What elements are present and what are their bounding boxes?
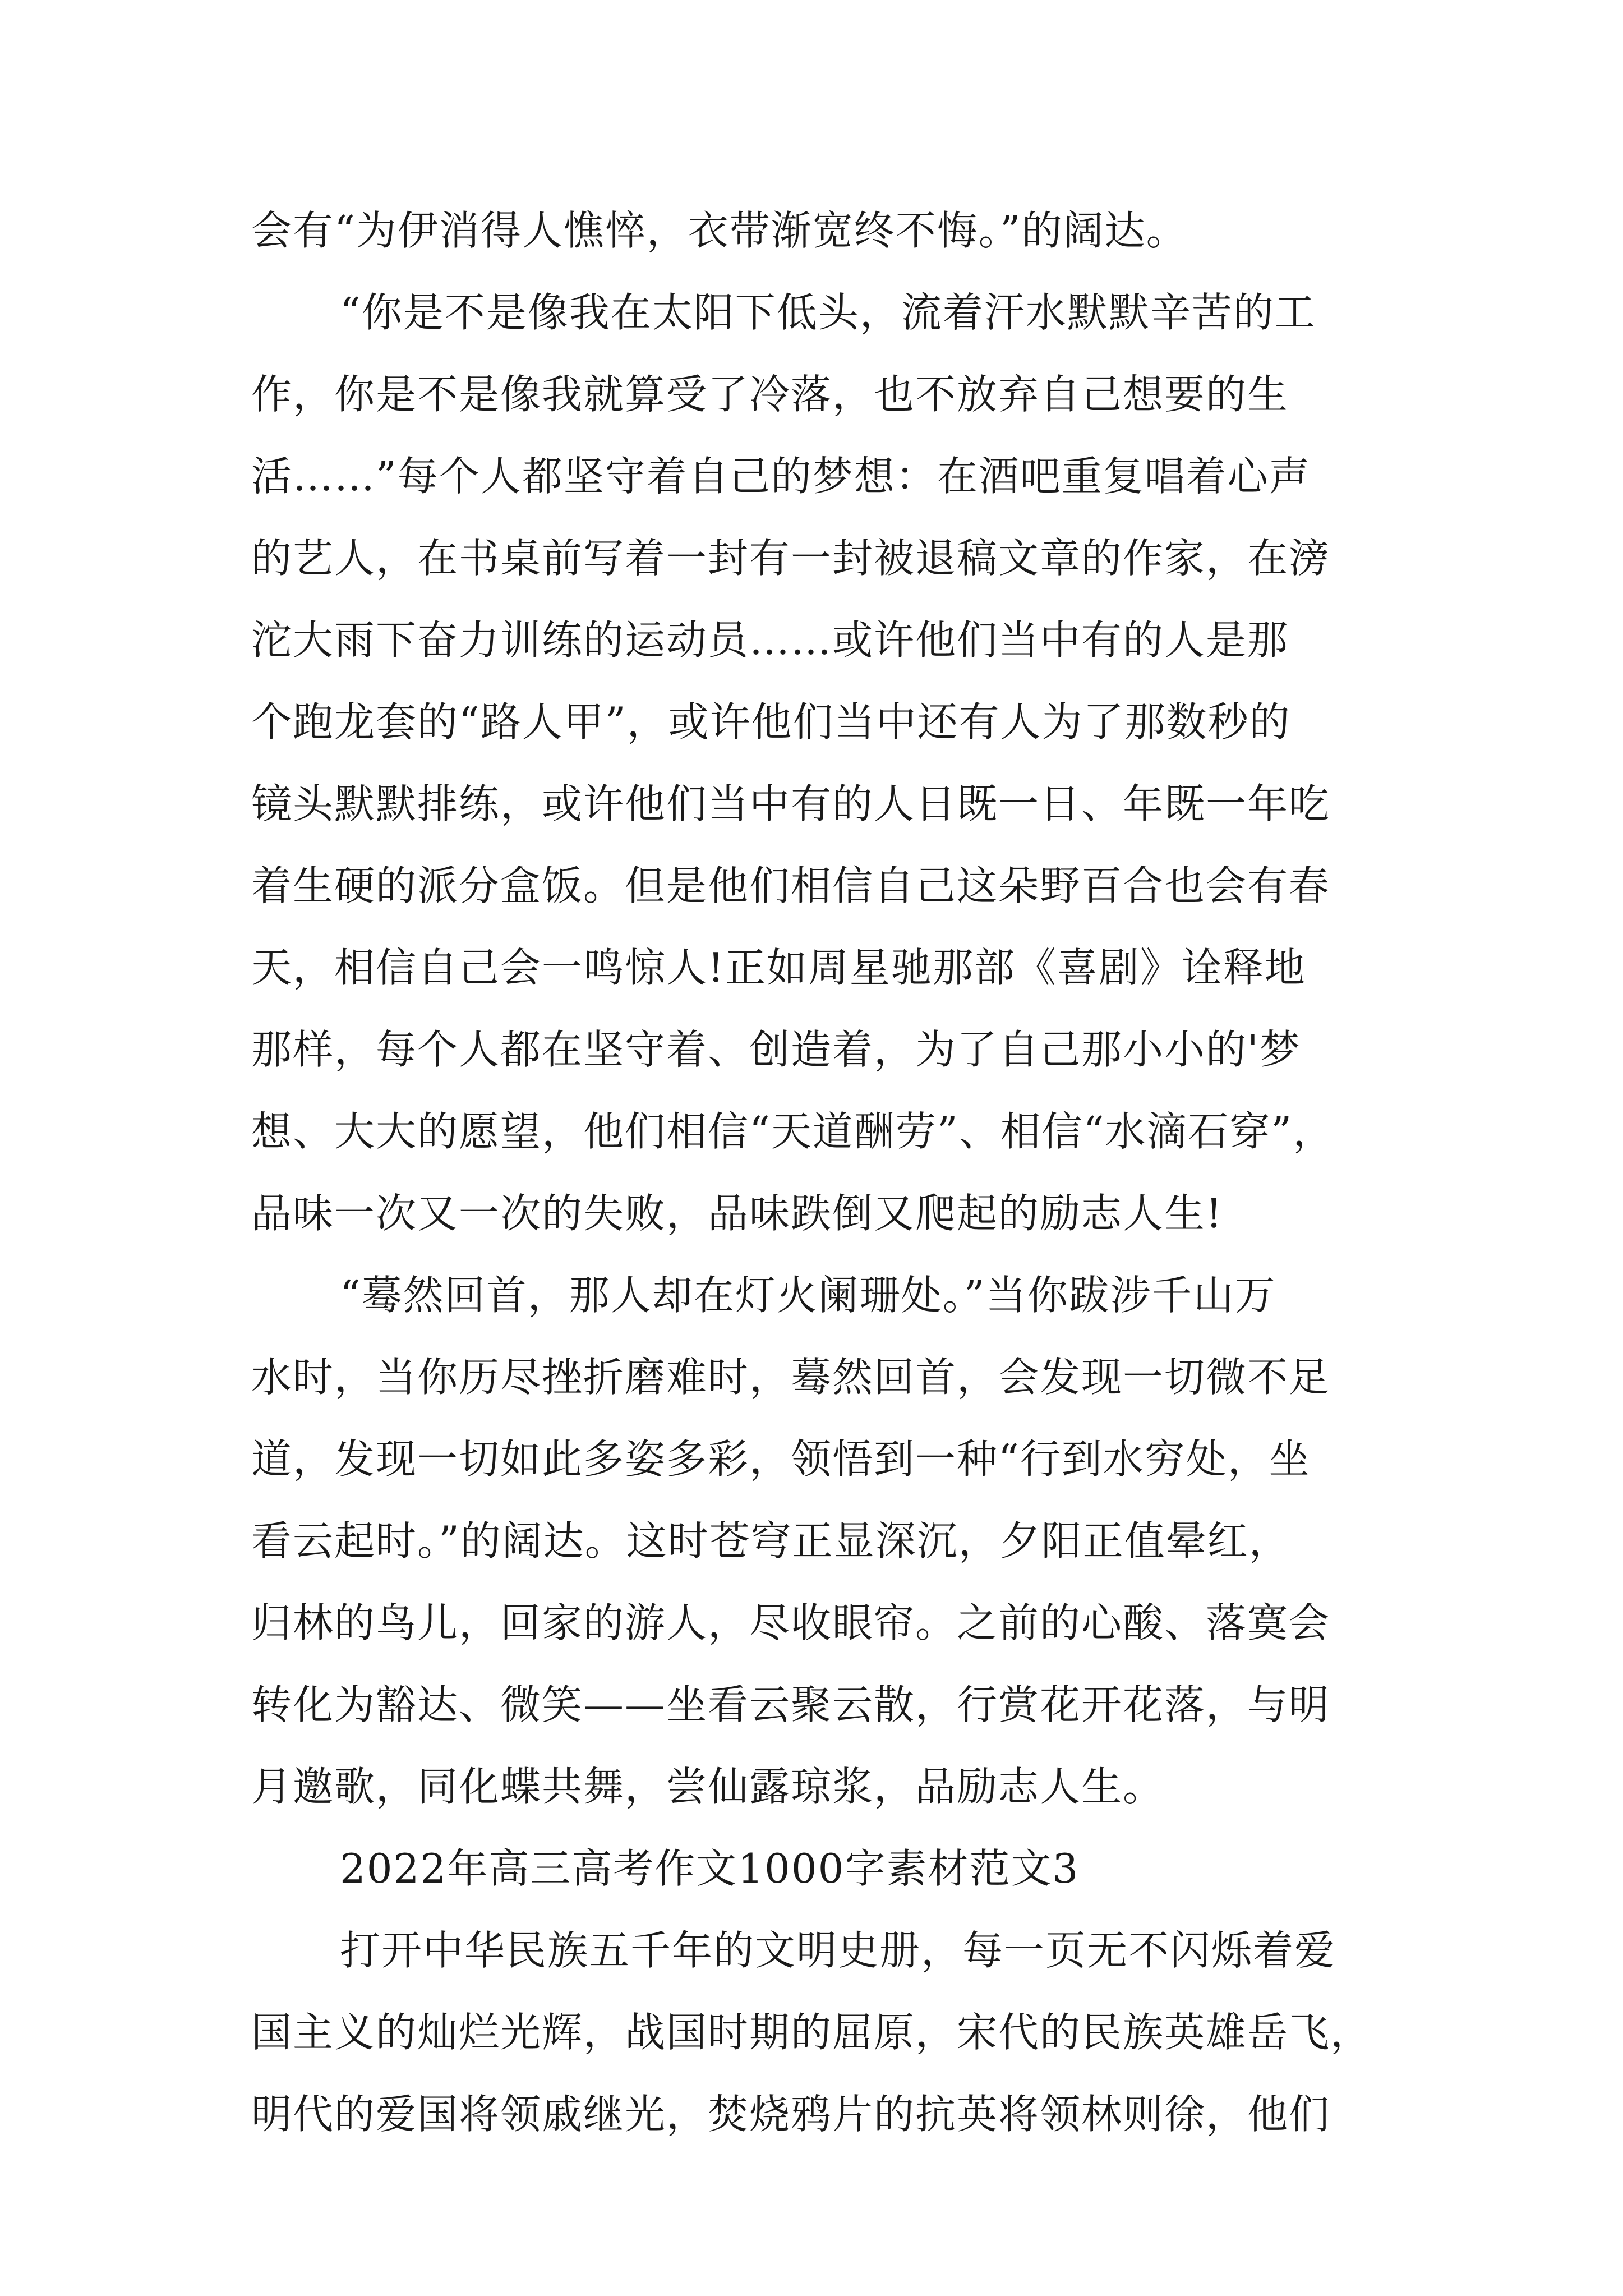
text-line: 想、大大的愿望，他们相信“天道酬劳”、相信“水滴石穿”， [251, 1108, 1335, 1155]
text-line: “蓦然回首，那人却在灯火阑珊处。”当你跋涉千山万 [340, 1272, 1276, 1319]
paragraph-2 [251, 272, 1384, 1254]
text-line: 看云起时。”的阔达。这时苍穹正显深沉，夕阳正值晕红， [251, 1517, 1290, 1565]
text-line: 归林的鸟儿，回家的游人，尽收眼帘。之前的心酸、落寞会 [251, 1599, 1331, 1646]
text-line: 月邀歌，同化蝶共舞，尝仙露琼浆，品励志人生。 [251, 1763, 1165, 1810]
text-line: 的艺人，在书桌前写着一封有一封被退稿文章的作家，在滂 [251, 535, 1331, 582]
text-line: 打开中华民族五千年的文明史册，每一页无不闪烁着爱 [340, 1927, 1336, 1974]
text-line: 那样，每个人都在坚守着、创造着，为了自己那小小的'梦 [251, 1026, 1301, 1073]
document-body [251, 190, 1384, 2155]
text-line: 明代的爱国将领戚继光，焚烧鸦片的抗英将领林则徐，他们 [251, 2091, 1331, 2138]
section-heading [251, 1828, 1384, 1910]
paragraph-1 [251, 190, 1384, 272]
text-line: 活……”每个人都坚守着自己的梦想：在酒吧重复唱着心声 [251, 453, 1311, 500]
text-line: 着生硬的派分盒饭。但是他们相信自己这朵野百合也会有春 [251, 862, 1331, 909]
text-line: 作，你是不是像我就算受了冷落，也不放弃自己想要的生 [251, 371, 1289, 418]
text-line: 国主义的灿烂光辉，战国时期的屈原，宋代的民族英雄岳飞， [251, 2009, 1372, 2056]
text-line: “你是不是像我在太阳下低头，流着汗水默默辛苦的工 [340, 289, 1316, 336]
text-line: 沱大雨下奋力训练的运动员……或许他们当中有的人是那 [251, 616, 1289, 664]
text-line: 镜头默默排练，或许他们当中有的人日既一日、年既一年吃 [251, 780, 1331, 827]
text-line: 转化为豁达、微笑——坐看云聚云散，行赏花开花落，与明 [251, 1681, 1331, 1728]
text-line: 水时，当你历尽挫折磨难时，蓦然回首，会发现一切微不足 [251, 1354, 1331, 1401]
paragraph-4 [251, 1910, 1384, 2155]
heading-text: 2022年高三高考作文1000字素材范文3 [340, 1845, 1080, 1892]
text-line: 品味一次又一次的失败，品味跌倒又爬起的励志人生! [251, 1190, 1223, 1237]
text-line: 天，相信自己会一鸣惊人!正如周星驰那部《喜剧》诠释地 [251, 944, 1306, 991]
text-line: 会有“为伊消得人憔悴，衣带渐宽终不悔。”的阔达。 [251, 207, 1188, 254]
paragraph-3 [251, 1254, 1384, 1828]
text-line: 个跑龙套的“路人甲”，或许他们当中还有人为了那数秒的 [251, 698, 1291, 746]
text-line: 道，发现一切如此多姿多彩，领悟到一种“行到水穷处，坐 [251, 1435, 1311, 1483]
